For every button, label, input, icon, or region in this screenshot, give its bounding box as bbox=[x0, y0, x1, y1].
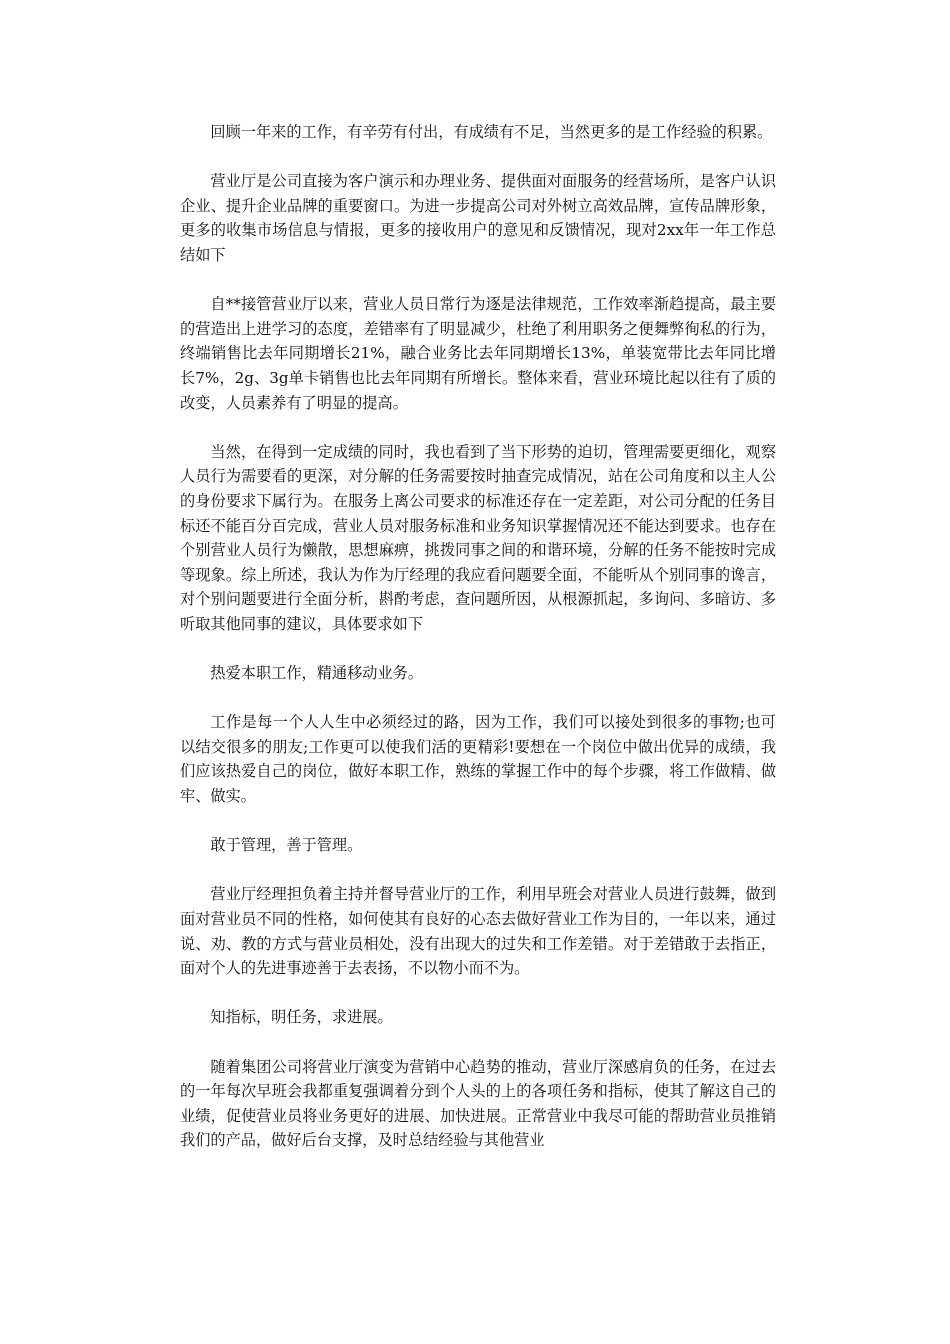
paragraph-targets: 随着集团公司将营业厅演变为营销中心趋势的推动，营业厅深感肩负的任务，在过去的一年每次早班会我都重复强调着分到个人头的上的各项任务和指标，使其了解这自己的业绩，促使营业员将业务更好的进展、加快进展。正常营业中我尽可能的帮助营业员推销我们的产品，做好后台支撑，及时总结经验与其他营业 bbox=[180, 1057, 776, 1150]
document-body bbox=[180, 120, 776, 1178]
section-heading-targets: 知指标，明任务，求进展。 bbox=[210, 1008, 393, 1027]
paragraph-business-hall-intro: 营业厅是公司直接为客户演示和办理业务、提供面对面服务的经营场所，是客户认识企业、提升企业品牌的重要窗口。为进一步提高公司对外树立高效品牌，宣传品牌形象，更多的收集市场信息与情报，更多的接收用户的意见和反馈情况，现对2xx年一年工作总结如下 bbox=[180, 172, 776, 264]
paragraph-love-work: 工作是每一个人人生中必须经过的路，因为工作，我们可以接处到很多的事物;也可以结交很多的朋友;工作更可以使我们活的更精彩!要想在一个岗位中做出优异的成绩，我们应该热爱自己的岗位，做好本职工作，熟练的掌握工作中的每个步骤，将工作做精、做牢、做实。 bbox=[180, 713, 776, 806]
section-heading-love-work: 热爱本职工作，精通移动业务。 bbox=[210, 664, 424, 683]
paragraph-shortcomings: 当然，在得到一定成绩的同时，我也看到了当下形势的迫切，管理需要更细化，观察人员行为需要看的更深，对分解的任务需要按时抽查完成情况，站在公司角度和以主人公的身份要求下属行为。在服务上离公司要求的标准还存在一定差距，对公司分配的任务目标还不能百分百完成，营业人员对服务标准和业务知识掌握情况还不能达到要求。也存在个别营业人员行为懒散，思想麻痹，挑拨同事之间的和谐环境，分解的任务不能按时完成等现象。综上所述，我认为作为厅经理的我应看问题要全面，不能听从个别同事的谗言，对个别问题要进行全面分析，斟酌考虑，查问题所因，从根源抓起，多询问、多暗访、多听取其他同事的建议，具体要求如下 bbox=[180, 442, 776, 633]
paragraph-review: 回顾一年来的工作，有辛劳有付出，有成绩有不足，当然更多的是工作经验的积累。 bbox=[210, 123, 773, 141]
section-heading-management: 敢于管理，善于管理。 bbox=[210, 836, 363, 855]
paragraph-management: 营业厅经理担负着主持并督导营业厅的工作，利用早班会对营业人员进行鼓舞，做到面对营业员不同的性格，如何使其有良好的心态去做好营业工作为目的，一年以来，通过说、劝、教的方式与营业员相处，没有出现大的过失和工作差错。对于差错敢于去指正，面对个人的先进事迹善于去表扬，不以物小而不为。 bbox=[180, 885, 776, 978]
paragraph-achievements: 自**接管营业厅以来，营业人员日常行为逐是法律规范，工作效率渐趋提高，最主要的营造出上进学习的态度，差错率有了明显减少，杜绝了利用职务之便舞弊徇私的行为，终端销售比去年同期增长21%，融合业务比去年同期增长13%，单装宽带比去年同比增长7%，2g、3g单卡销售也比去年同期有所增长。整体来看，营业环境比起以往有了质的改变，人员素养有了明显的提高。 bbox=[180, 295, 776, 412]
